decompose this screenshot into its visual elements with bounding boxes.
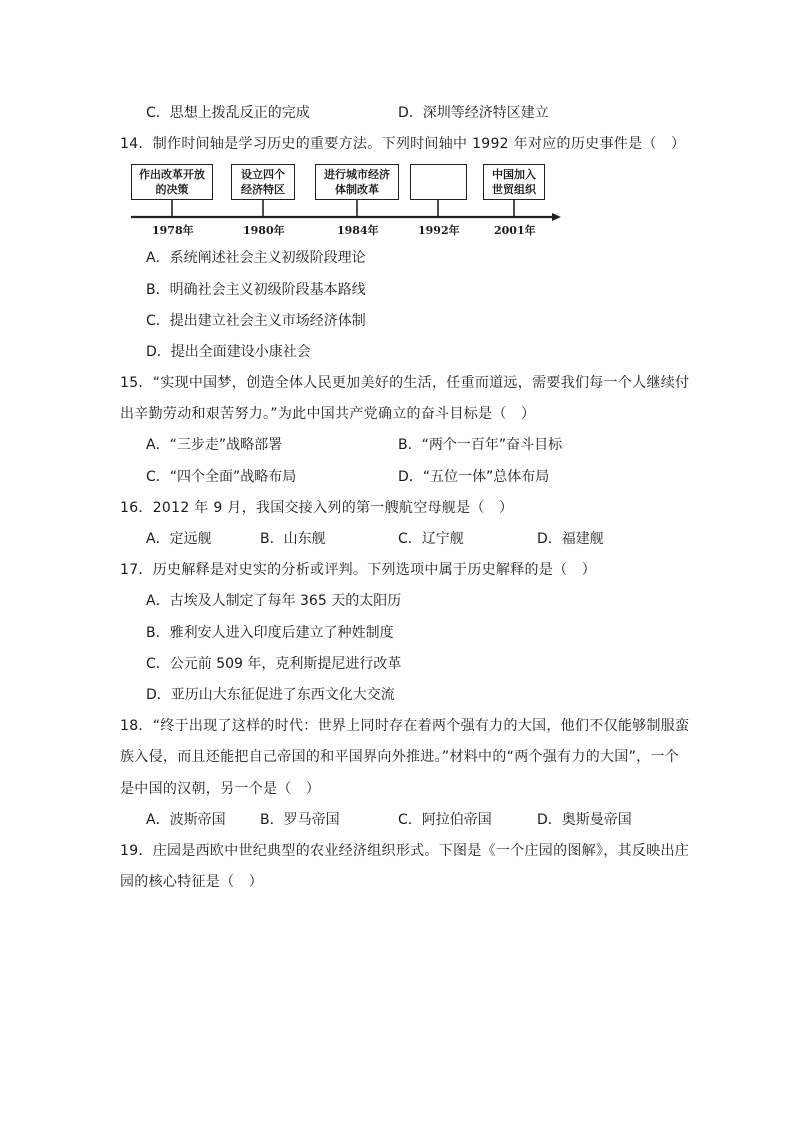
q16-option-c: C．辽宁舰 <box>398 531 464 547</box>
q13-option-d: D．深圳等经济特区建立 <box>398 105 549 121</box>
q13-option-c: C．思想上拨乱反正的完成 <box>146 105 310 121</box>
q14-option-a: A．系统阐述社会主义初级阶段理论 <box>146 250 366 266</box>
timeline-axis <box>0 0 794 250</box>
q18-stem-line2: 族入侵，而且还能把自己帝国的和平国界向外推进。”材料中的“两个强有力的大国”，一个 <box>120 749 680 765</box>
q15-option-d: D．“五位一体”总体布局 <box>398 469 550 485</box>
q15-option-a: A．“三步走”战略部署 <box>146 437 283 453</box>
q19-stem-line2: 园的核心特征是（ ） <box>120 874 263 890</box>
timeline-arrow-icon <box>552 213 561 221</box>
timeline-event-1984: 进行城市经济 体制改革 <box>315 164 399 200</box>
timeline-year-1984: 1984年 <box>337 224 379 237</box>
q18-option-a: A．波斯帝国 <box>146 812 226 828</box>
q16-option-b: B．山东舰 <box>260 531 326 547</box>
q17-option-d: D．亚历山大东征促进了东西文化大交流 <box>146 687 395 703</box>
q15-stem-line2: 出辛勤劳动和艰苦努力。”为此中国共产党确立的奋斗目标是（ ） <box>120 406 536 422</box>
timeline-year-2001: 2001年 <box>494 224 536 237</box>
timeline-event-1980: 设立四个 经济特区 <box>231 164 295 200</box>
q15-option-c: C．“四个全面”战略布局 <box>146 469 297 485</box>
q17-option-b: B．雅利安人进入印度后建立了种姓制度 <box>146 625 394 641</box>
q18-option-c: C．阿拉伯帝国 <box>398 812 492 828</box>
q16-option-d: D．福建舰 <box>537 531 604 547</box>
timeline-event-2001: 中国加入 世贸组织 <box>483 164 545 200</box>
q19-stem-line1: 19．庄园是西欧中世纪典型的农业经济组织形式。下图是《一个庄园的图解》，其反映出庄 <box>120 843 690 859</box>
q18-stem-line1: 18．“终于出现了这样的时代：世界上同时存在着两个强有力的大国，他们不仅能够制服蛮 <box>120 718 690 734</box>
q17-option-a: A．古埃及人制定了每年 365 天的太阳历 <box>146 593 402 609</box>
q16-stem: 16．2012 年 9 月，我国交接入列的第一艘航空母舰是（ ） <box>120 500 514 516</box>
q18-option-b: B．罗马帝国 <box>260 812 340 828</box>
timeline-year-1992: 1992年 <box>418 224 460 237</box>
q15-option-b: B．“两个一百年”奋斗目标 <box>398 437 563 453</box>
q14-stem: 14．制作时间轴是学习历史的重要方法。下列时间轴中 1992 年对应的历史事件是（ ） <box>120 136 686 152</box>
timeline-year-1980: 1980年 <box>243 224 285 237</box>
q18-option-d: D．奥斯曼帝国 <box>537 812 632 828</box>
timeline-event-1978: 作出改革开放 的决策 <box>131 164 213 200</box>
q17-option-c: C．公元前 509 年，克利斯提尼进行改革 <box>146 656 402 672</box>
timeline-event-1992-blank <box>410 164 467 200</box>
q14-option-d: D．提出全面建设小康社会 <box>146 344 311 360</box>
q18-stem-line3: 是中国的汉朝，另一个是（ ） <box>120 781 321 797</box>
q17-stem: 17．历史解释是对史实的分析或评判。下列选项中属于历史解释的是（ ） <box>120 562 597 578</box>
timeline-year-1978: 1978年 <box>152 224 194 237</box>
q16-option-a: A．定远舰 <box>146 531 212 547</box>
q14-option-b: B．明确社会主义初级阶段基本路线 <box>146 282 366 298</box>
q14-option-c: C．提出建立社会主义市场经济体制 <box>146 313 366 329</box>
q15-stem-line1: 15．“实现中国梦，创造全体人民更加美好的生活，任重而道远，需要我们每一个人继续付 <box>120 375 690 391</box>
